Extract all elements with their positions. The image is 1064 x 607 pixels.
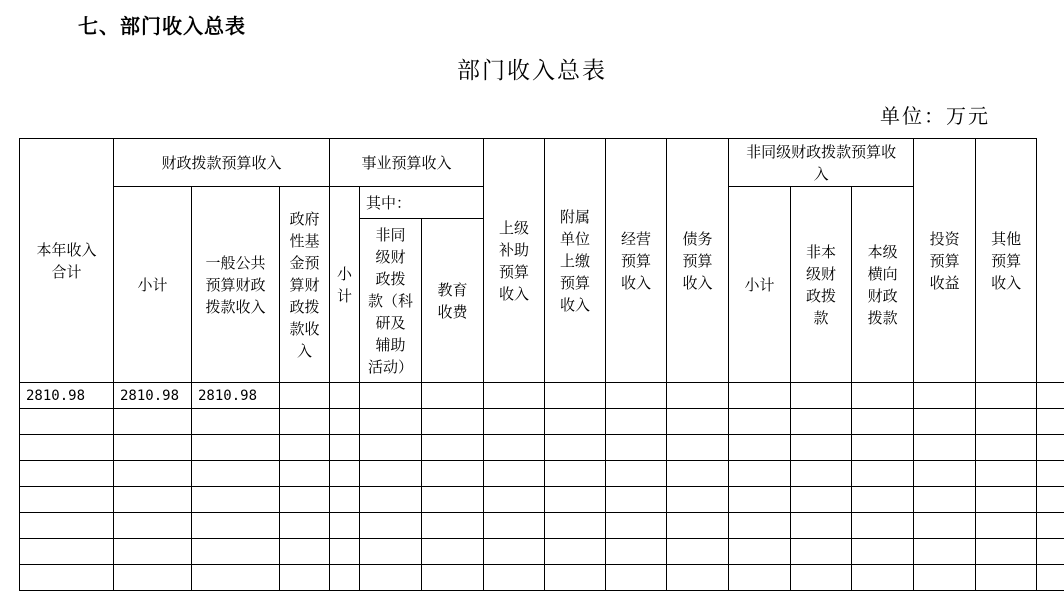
table-cell [1037, 383, 1064, 409]
table-cell [667, 383, 729, 409]
table-cell [606, 435, 667, 461]
table-cell [20, 513, 114, 539]
table-cell [484, 539, 545, 565]
table-cell [914, 487, 976, 513]
table-cell [484, 487, 545, 513]
table-cell: 2810.98 [114, 383, 192, 409]
table-cell [192, 565, 280, 591]
table-cell [192, 487, 280, 513]
table-cell [606, 565, 667, 591]
table-cell [852, 513, 914, 539]
table-cell [280, 435, 330, 461]
table-cell [791, 383, 852, 409]
table-cell [545, 487, 606, 513]
table-cell [791, 539, 852, 565]
table-cell [422, 487, 484, 513]
table-cell [976, 513, 1037, 539]
table-title: 部门收入总表 [457, 58, 607, 84]
header-operating: 经营 预算 收入 [606, 139, 667, 383]
table-cell [667, 461, 729, 487]
table-cell [914, 565, 976, 591]
header-nonsame-subtotal: 小计 [729, 187, 791, 383]
table-cell [484, 513, 545, 539]
table-cell [852, 461, 914, 487]
table-cell [20, 435, 114, 461]
header-nonsame-nonlevel: 非本 级财 政拨 款 [791, 187, 852, 383]
table-cell [729, 409, 791, 435]
table-cell [606, 513, 667, 539]
table-cell [545, 409, 606, 435]
table-cell [280, 513, 330, 539]
header-fiscal-fund: 政府 性基 金预 算财 政拨 款收 入 [280, 187, 330, 383]
table-cell [667, 435, 729, 461]
table-cell [914, 461, 976, 487]
table-cell [545, 539, 606, 565]
table-cell [280, 383, 330, 409]
table-cell [852, 435, 914, 461]
table-cell [729, 461, 791, 487]
table-cell [1037, 409, 1064, 435]
table-row [20, 487, 1064, 513]
table-cell: 2810.98 [192, 383, 280, 409]
table-cell [280, 539, 330, 565]
table-cell [729, 487, 791, 513]
table-cell [330, 513, 360, 539]
table-cell [360, 461, 422, 487]
table-cell [606, 409, 667, 435]
header-business-subtotal: 小 计 [330, 187, 360, 383]
table-cell [852, 539, 914, 565]
table-cell [791, 565, 852, 591]
header-business-edu: 教育 收费 [422, 219, 484, 383]
table-cell [422, 513, 484, 539]
table-cell [360, 409, 422, 435]
table-cell [114, 565, 192, 591]
table-cell [20, 539, 114, 565]
table-cell [330, 487, 360, 513]
table-cell [914, 383, 976, 409]
header-total: 本年收入 合计 [20, 139, 114, 383]
table-cell [1037, 539, 1064, 565]
table-cell [1037, 487, 1064, 513]
table-cell [545, 513, 606, 539]
table-cell [360, 513, 422, 539]
table-cell [422, 539, 484, 565]
table-cell [729, 539, 791, 565]
table-cell [114, 513, 192, 539]
table-cell [606, 487, 667, 513]
header-of-which: 其中： [360, 187, 484, 219]
table-cell [1037, 565, 1064, 591]
header-nonsame-group: 非同级财政拨款预算收 入 [729, 139, 914, 187]
table-cell [422, 435, 484, 461]
header-fiscal-subtotal: 小计 [114, 187, 192, 383]
table-row [20, 383, 1064, 409]
table-cell [484, 409, 545, 435]
table-cell [976, 383, 1037, 409]
table-cell [280, 409, 330, 435]
table-cell [114, 409, 192, 435]
table-cell [545, 461, 606, 487]
table-cell [852, 565, 914, 591]
table-cell [976, 409, 1037, 435]
table-cell [729, 435, 791, 461]
table-cell [976, 539, 1037, 565]
table-cell [114, 539, 192, 565]
header-affiliated: 附属 单位 上缴 预算 收入 [545, 139, 606, 383]
table-cell [280, 565, 330, 591]
table-cell [667, 565, 729, 591]
table-cell [484, 383, 545, 409]
table-cell [852, 409, 914, 435]
table-cell [914, 513, 976, 539]
table-cell [729, 513, 791, 539]
table-cell [192, 539, 280, 565]
table-cell [484, 435, 545, 461]
table-cell [20, 461, 114, 487]
table-cell [422, 409, 484, 435]
table-cell [976, 565, 1037, 591]
unit-label: 单位：万元 [880, 104, 990, 128]
table-cell [360, 435, 422, 461]
table-cell [192, 435, 280, 461]
table-cell [114, 487, 192, 513]
table-cell [330, 539, 360, 565]
header-fiscal-general: 一般公共 预算财政 拨款收入 [192, 187, 280, 383]
table-cell [976, 435, 1037, 461]
table-cell [914, 409, 976, 435]
table-cell [330, 565, 360, 591]
table-cell [360, 383, 422, 409]
table-cell [729, 565, 791, 591]
table-cell [852, 383, 914, 409]
header-business-group: 事业预算收入 [330, 139, 484, 187]
table-row [20, 565, 1064, 591]
table-cell [791, 513, 852, 539]
table-cell [484, 565, 545, 591]
header-fiscal-group: 财政拨款预算收入 [114, 139, 330, 187]
table-cell [114, 461, 192, 487]
table-row [20, 513, 1064, 539]
table-cell [192, 409, 280, 435]
table-cell [280, 461, 330, 487]
table-cell [20, 487, 114, 513]
table-cell [667, 409, 729, 435]
table-cell [330, 383, 360, 409]
table-cell [545, 435, 606, 461]
table-row [20, 435, 1064, 461]
header-debt: 债务 预算 收入 [667, 139, 729, 383]
table-cell [729, 383, 791, 409]
table-cell: 2810.98 [20, 383, 114, 409]
table-row [20, 409, 1064, 435]
header-other: 其他 预算 收入 [976, 139, 1037, 383]
header-nonsame-horizontal: 本级 横向 财政 拨款 [852, 187, 914, 383]
income-summary-table [19, 138, 1064, 591]
table-cell [852, 487, 914, 513]
table-cell [114, 435, 192, 461]
table-cell [606, 539, 667, 565]
table-cell [360, 539, 422, 565]
table-cell [606, 461, 667, 487]
section-title: 七、部门收入总表 [78, 14, 246, 38]
table-cell [791, 409, 852, 435]
table-cell [791, 461, 852, 487]
table-cell [976, 487, 1037, 513]
header-superior-subsidy: 上级 补助 预算 收入 [484, 139, 545, 383]
table-cell [1037, 513, 1064, 539]
table-cell [545, 383, 606, 409]
table-cell [330, 435, 360, 461]
table-cell [1037, 461, 1064, 487]
table-row [20, 461, 1064, 487]
table-cell [914, 539, 976, 565]
header-business-nonsame: 非同 级财 政拨 款（科 研及 辅助 活动） [360, 219, 422, 383]
table-cell [422, 383, 484, 409]
table-cell [192, 513, 280, 539]
table-cell [192, 461, 280, 487]
table-cell [360, 565, 422, 591]
table-cell [667, 539, 729, 565]
table-cell [330, 461, 360, 487]
table-cell [360, 487, 422, 513]
table-row [20, 539, 1064, 565]
table-cell [667, 487, 729, 513]
table-cell [20, 409, 114, 435]
table-cell [484, 461, 545, 487]
table-cell [330, 409, 360, 435]
table-cell [914, 435, 976, 461]
table-cell [791, 435, 852, 461]
table-cell [422, 565, 484, 591]
header-investment: 投资 预算 收益 [914, 139, 976, 383]
table-cell [791, 487, 852, 513]
table-cell [606, 383, 667, 409]
table-cell [422, 461, 484, 487]
table-cell [20, 565, 114, 591]
table-cell [667, 513, 729, 539]
table-cell [280, 487, 330, 513]
table-cell [545, 565, 606, 591]
table-cell [1037, 435, 1064, 461]
table-cell [976, 461, 1037, 487]
